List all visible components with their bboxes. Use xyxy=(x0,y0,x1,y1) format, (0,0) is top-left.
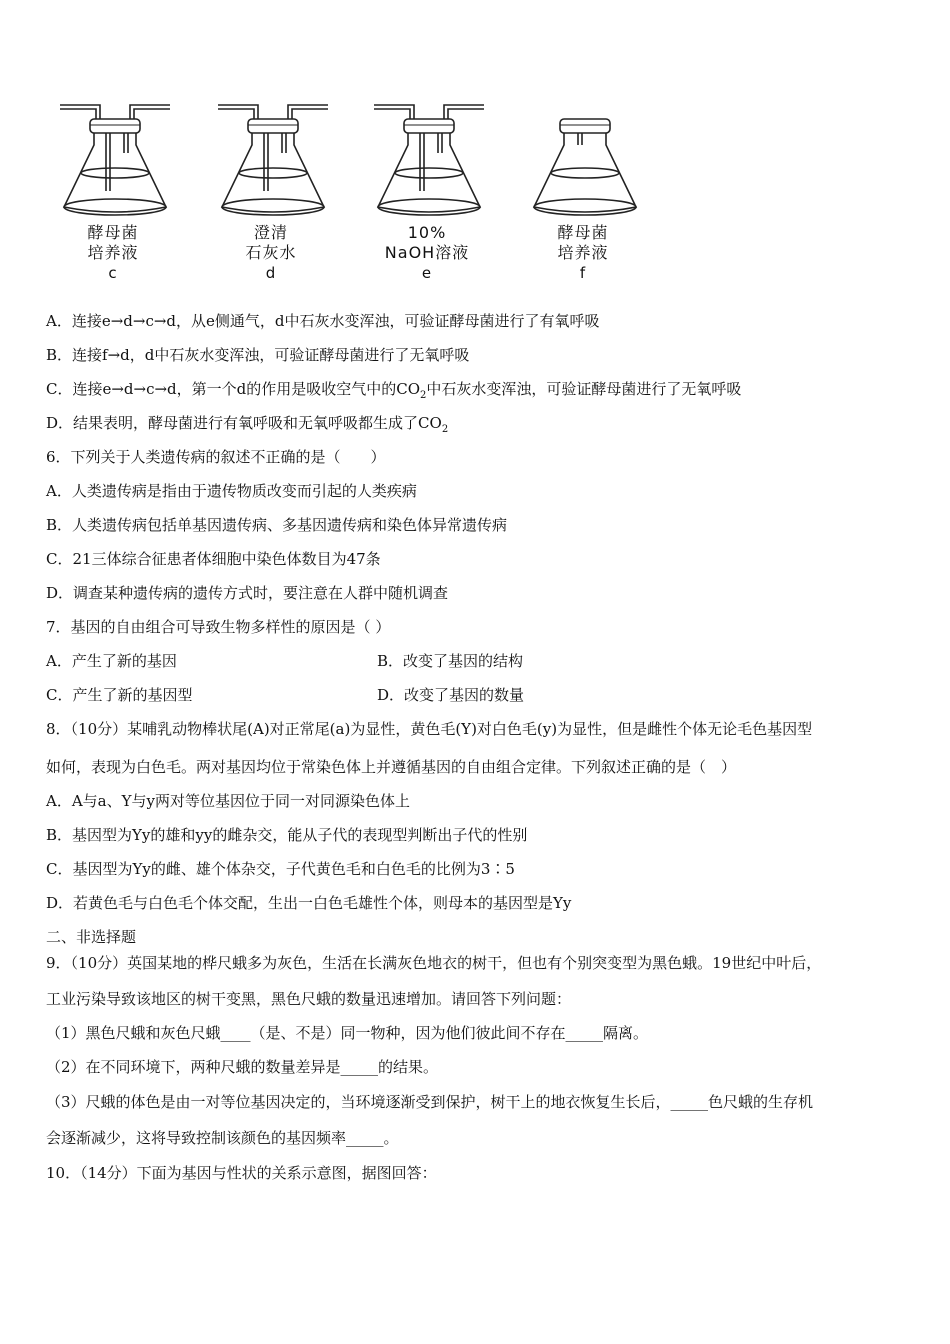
flask-e-label-line2: NaOH溶液 xyxy=(384,243,470,262)
q5-option-c-sub: 2 xyxy=(420,390,427,401)
q9-stem-line1: 9．（10分）英国某地的桦尺蛾多为灰色，生活在长满灰色地衣的树干，但也有个别突变型为黑色蛾。19世纪中叶后， xyxy=(46,954,822,972)
q7-option-a: A．产生了新的基因 xyxy=(46,652,177,670)
q7-option-b: B．改变了基因的结构 xyxy=(377,652,524,670)
flask-e-label-line1: 10% xyxy=(407,223,447,242)
q8-option-a: A．A与a、Y与y两对等位基因位于同一对同源染色体上 xyxy=(46,792,410,810)
flask-f-label-line2: 培养液 xyxy=(557,243,609,262)
q7-stem: 7．基因的自由组合可导致生物多样性的原因是（ ） xyxy=(46,618,391,636)
flask-d-label-line1: 澄清 xyxy=(253,223,288,242)
flask-f-drawing xyxy=(518,95,648,225)
section-title: 二、非选择题 xyxy=(46,928,137,946)
flask-f-label-line1: 酵母菌 xyxy=(557,223,609,242)
q7-option-c: C．产生了新的基因型 xyxy=(46,686,193,704)
q8-option-c: C．基因型为Yy的雌、雄个体杂交，子代黄色毛和白色毛的比例为3∶5 xyxy=(46,860,515,878)
q9-part-2: （2）在不同环境下，两种尺蛾的数量差异是_____的结果。 xyxy=(46,1058,439,1076)
flask-d-letter: d xyxy=(265,264,277,282)
q10-stem: 10．（14分）下面为基因与性状的关系示意图，据图回答： xyxy=(46,1164,437,1182)
q9-part-1: （1）黑色尺蛾和灰色尺蛾____（是、不是）同一物种，因为他们彼此间不存在_____隔离。 xyxy=(46,1024,649,1042)
q5-option-c-pre: C．连接e→d→c→d，第一个d的作用是吸收空气中的CO xyxy=(46,380,421,398)
q6-option-a: A．人类遗传病是指由于遗传物质改变而引起的人类疾病 xyxy=(46,482,417,500)
q8-stem-line1: 8．（10分）某哺乳动物棒状尾(A)对正常尾(a)为显性，黄色毛(Y)对白色毛(y)为显性，但是雌性个体无论毛色基因型 xyxy=(46,720,813,738)
q9-part-3-line2: 会逐渐减少，这将导致控制该颜色的基因频率_____。 xyxy=(46,1129,399,1147)
q8-option-b: B．基因型为Yy的雄和yy的雌杂交，能从子代的表现型判断出子代的性别 xyxy=(46,826,528,844)
q5-option-d xyxy=(46,413,448,440)
q6-option-d: D．调查某种遗传病的遗传方式时，要注意在人群中随机调查 xyxy=(46,584,449,602)
flask-d-label-line2: 石灰水 xyxy=(245,243,297,262)
q9-stem-line2: 工业污染导致该地区的树干变黑，黑色尺蛾的数量迅速增加。请回答下列问题： xyxy=(46,990,572,1008)
flask-c-drawing xyxy=(48,95,178,225)
flask-c-letter: c xyxy=(108,264,118,282)
flask-e-letter: e xyxy=(421,264,433,282)
flask-f xyxy=(518,95,648,285)
flask-c-label-line1: 酵母菌 xyxy=(87,223,139,242)
q5-option-d-sub: 2 xyxy=(441,424,449,435)
flask-e-drawing xyxy=(362,95,492,225)
q5-option-d-pre: D．结果表明，酵母菌进行有氧呼吸和无氧呼吸都生成了CO xyxy=(46,414,442,432)
flask-e xyxy=(362,95,492,285)
flask-c xyxy=(48,95,178,285)
q5-option-b: B．连接f→d，d中石灰水变浑浊，可验证酵母菌进行了无氧呼吸 xyxy=(46,346,470,364)
flask-f-letter: f xyxy=(579,264,587,282)
q5-option-c-post: 中石灰水变浑浊，可验证酵母菌进行了无氧呼吸 xyxy=(426,380,742,398)
flask-d xyxy=(206,95,336,285)
q6-stem: 6．下列关于人类遗传病的叙述不正确的是（ ） xyxy=(46,448,386,466)
q9-part-3-line1: （3）尺蛾的体色是由一对等位基因决定的，当环境逐渐受到保护，树干上的地衣恢复生长后，_____色尺蛾的生存机 xyxy=(46,1093,814,1111)
q6-option-c: C．21三体综合征患者体细胞中染色体数目为47条 xyxy=(46,550,381,568)
q5-option-c xyxy=(46,379,741,406)
q7-option-d: D．改变了基因的数量 xyxy=(377,686,525,704)
q6-option-b: B．人类遗传病包括单基因遗传病、多基因遗传病和染色体异常遗传病 xyxy=(46,516,508,534)
q8-option-d: D．若黄色毛与白色毛个体交配，生出一白色毛雄性个体，则母本的基因型是Yy xyxy=(46,894,572,912)
experiment-figure xyxy=(48,95,648,285)
flask-d-drawing xyxy=(206,95,336,225)
flask-c-label-line2: 培养液 xyxy=(87,243,139,262)
q8-stem-line2: 如何，表现为白色毛。两对基因均位于常染色体上并遵循基因的自由组合定律。下列叙述正确的是（ ） xyxy=(46,758,737,776)
q5-option-a: A．连接e→d→c→d，从e侧通气，d中石灰水变浑浊，可验证酵母菌进行了有氧呼吸 xyxy=(46,312,600,330)
